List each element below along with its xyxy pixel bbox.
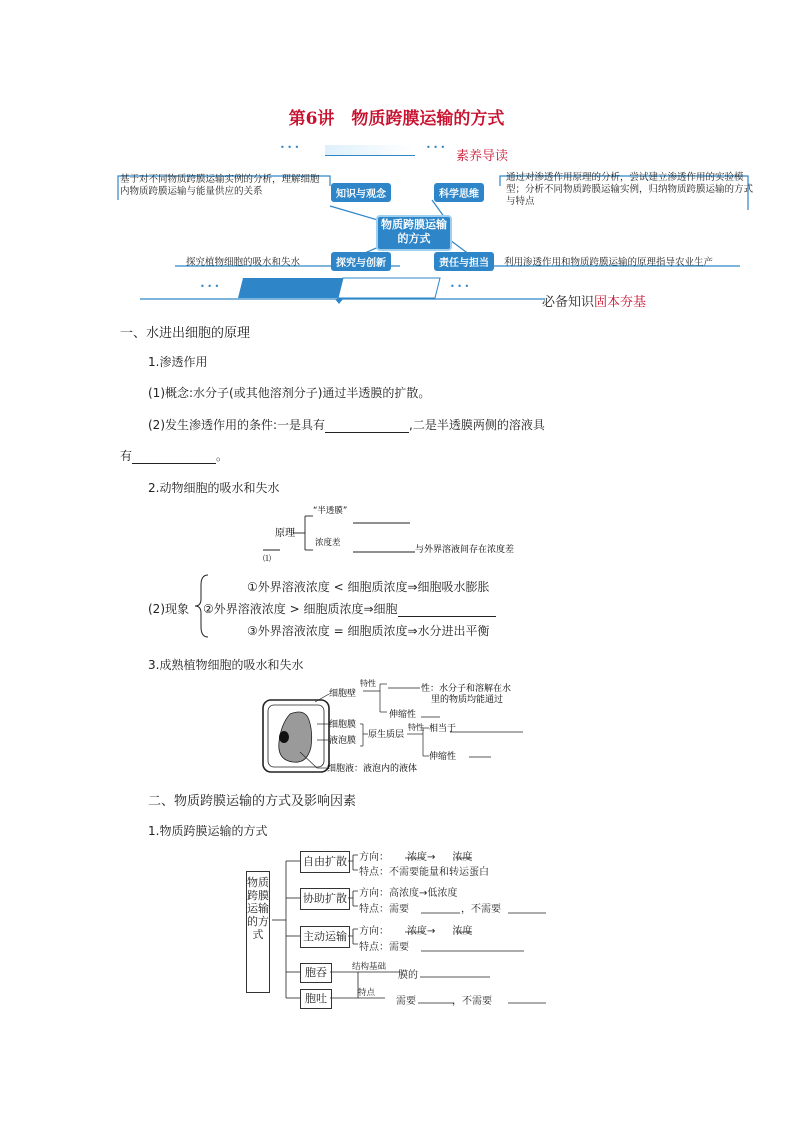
banner2-label [542, 291, 646, 310]
banner-dots-left: • • • [280, 143, 300, 152]
exo-feature: 特点 [358, 988, 376, 998]
plant-proto: 原生质层 [368, 730, 405, 740]
plant-stretch2: 伸缩性 [429, 752, 457, 762]
root-text: 物质跨膜运输的方式 [247, 876, 269, 941]
plant-equiv: 相当于 [429, 724, 457, 734]
principle-num: ⑴ [263, 554, 271, 563]
free-dir-label: 方向： [359, 852, 389, 863]
s1-sub2: 2.动物细胞的吸水和失水 [148, 481, 280, 495]
endo-basis: 结构基础 [352, 962, 387, 972]
plant-perm: 性：水分子和溶解在水 [421, 684, 512, 694]
plant-cell-drawing [263, 700, 329, 772]
phen-label: (2)现象 [148, 602, 189, 616]
thinking-text: 通过对渗透作用原理的分析，尝试建立渗透作用的实验模型；分析不同物质跨膜运输实例，归纳物质跨膜运输的方式与特点 [506, 172, 754, 207]
endo-membrane: 膜的 [398, 970, 418, 981]
phen-line2 [203, 600, 496, 617]
active-dir-label: 方向： [359, 926, 389, 937]
phen-line2-text: ②外界溶液浓度 > 细胞质浓度⇒细胞 [203, 602, 398, 616]
banner2-dots-right: • • • [450, 282, 470, 291]
plant-perm2: 里的物质均能通过 [431, 695, 504, 705]
s1-p1: (1)概念:水分子(或其他溶剂分子)通过半透膜的扩散。 [148, 386, 431, 400]
principle-diagram [255, 500, 555, 572]
principle-node1: “半透膜” [313, 506, 348, 516]
exo-noneed-label: ，不需要 [452, 996, 492, 1007]
inquiry-tag: 探究与创新 [331, 252, 391, 271]
exo-need [396, 992, 492, 1007]
principle-label: 原理 [275, 528, 295, 539]
banner-label: 素养导读 [456, 149, 509, 164]
plant-stretch: 伸缩性 [389, 710, 417, 720]
free-diffusion-box: 自由扩散 [300, 851, 350, 873]
center-topic: 物质跨膜运输的方式 [376, 215, 452, 251]
section2-heading: 二、物质跨膜运输的方式及影响因素 [148, 794, 357, 809]
facil-feat-no: ，不需要 [461, 904, 501, 915]
s1-p2-line1 [148, 416, 545, 433]
s1-p2b: ,二是半透膜两侧的溶液具 [409, 418, 545, 432]
plant-membrane: 细胞膜 [329, 720, 357, 730]
s1-sub1: 1.渗透作用 [148, 355, 208, 369]
exo-need-label: 需要 [396, 996, 416, 1007]
answer-blank-2[interactable] [132, 449, 216, 464]
responsibility-text: 利用渗透作用和物质跨膜运输的原理指导农业生产 [504, 257, 714, 268]
phen-line3: ③外界溶液浓度 = 细胞质浓度⇒水分进出平衡 [247, 624, 490, 638]
phen-line1: ①外界溶液浓度 < 细胞质浓度⇒细胞吸水膨胀 [247, 580, 490, 594]
plant-cell-diagram [255, 672, 545, 787]
inquiry-text: 探究植物细胞的吸水和失水 [186, 257, 301, 268]
answer-blank-3[interactable] [398, 602, 496, 617]
banner2-shape [0, 270, 793, 310]
s2-sub1: 1.物质跨膜运输的方式 [148, 824, 268, 838]
free-dir-mid: 浓度→ [407, 852, 436, 863]
facil-feat-label: 特点：需要 [359, 904, 409, 915]
banner-dots-right: • • • [426, 143, 446, 152]
facil-feat [359, 900, 501, 915]
endocytosis-box: 胞吞 [300, 963, 332, 983]
banner2-dots-left: • • • [200, 282, 220, 291]
plant-sap: 细胞液：液泡内的液体 [327, 764, 418, 774]
exocytosis-box: 胞吐 [300, 989, 332, 1009]
free-dir [359, 848, 472, 863]
section1-heading: 一、水进出细胞的原理 [120, 326, 251, 341]
plant-wall: 细胞壁 [329, 689, 357, 699]
knowledge-text: 基于对不同物质跨膜运输实例的分析，理解细胞内物质跨膜运输与能量供应的关系 [120, 174, 320, 197]
free-feat: 特点：不需要能量和转运蛋白 [359, 867, 489, 878]
principle-node2: 浓度差 [315, 538, 341, 548]
s1-p2d: 。 [216, 449, 229, 463]
s1-p2-line2 [120, 447, 228, 464]
active-dir-mid: 浓度→ [407, 926, 436, 937]
s1-p2c: 有 [120, 449, 133, 463]
responsibility-tag: 责任与担当 [434, 252, 494, 271]
thinking-tag: 科学思维 [434, 183, 484, 202]
page-title: 第6讲 物质跨膜运输的方式 [288, 109, 505, 129]
active-dir-end: 浓度 [452, 926, 473, 937]
banner2-label-black: 必备知识 [542, 295, 595, 310]
active-transport-box: 主动运输 [300, 926, 350, 948]
active-feat: 特点：需要 [359, 942, 409, 953]
answer-blank-1[interactable] [325, 418, 409, 433]
s1-sub3: 3.成熟植物细胞的吸水和失水 [148, 658, 304, 672]
plant-feature: 特性 [360, 679, 376, 688]
plant-feature2: 特性 [408, 723, 424, 732]
plant-vacuole: 液泡膜 [329, 736, 357, 746]
knowledge-tag: 知识与观念 [331, 183, 391, 202]
active-dir [359, 922, 472, 937]
s1-p2a: (2)发生渗透作用的条件:一是具有 [148, 418, 326, 432]
banner2-label-red: 固本夯基 [594, 295, 647, 310]
free-dir-end: 浓度 [452, 852, 473, 863]
facilitated-diffusion-box: 协助扩散 [300, 888, 350, 910]
facil-dir: 方向：高浓度→低浓度 [359, 888, 458, 899]
principle-tail: 与外界溶液间存在浓度差 [415, 545, 515, 555]
